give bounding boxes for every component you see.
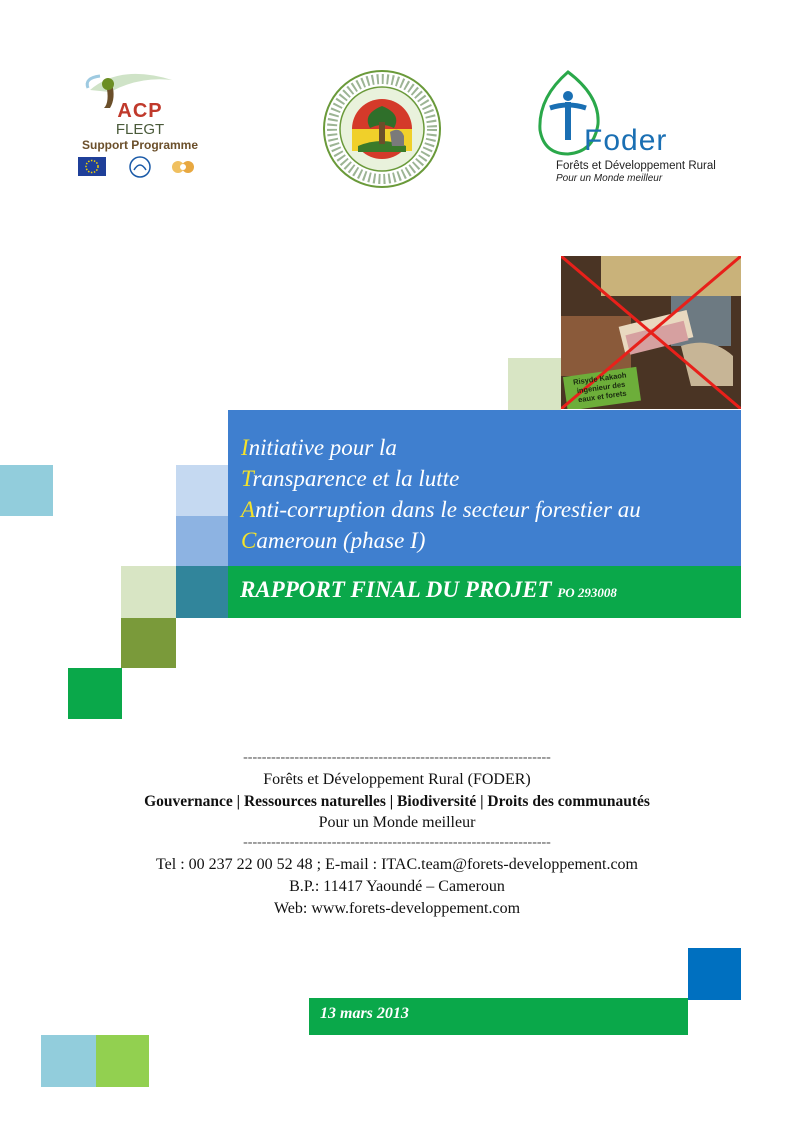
deco-square-mid-blue [176,516,228,566]
contact-line: Tel : 00 237 22 00 52 48 ; E-mail : ITAC.team@forets-developpement.com [156,856,638,873]
separator-top: ------------------------------------------------------------------ [243,750,551,765]
themes-line: Gouvernance | Ressources naturelles | Biodiversité | Droits des communautés [144,793,650,810]
photo-sign-text: Risyde Kakaoh ingenieur des eaux et forets [572,370,628,405]
report-po-number: PO 293008 [557,585,617,600]
deco-square-pale-green-top [508,358,561,410]
deco-square-pale-green [121,566,176,618]
foder-tagline: Pour un Monde meilleur [556,173,663,184]
anti-corruption-photo [561,256,741,409]
title-rest-1: nitiative pour la [248,435,397,460]
foder-logo [528,68,738,186]
title-line-1 [241,432,641,463]
report-bar [228,566,741,618]
deco-square-bright-blue [688,948,741,1000]
title-initial-2: T [241,466,253,491]
ministry-seal-icon [318,70,446,188]
motto-line: Pour un Monde meilleur [318,814,476,831]
deco-square-light-blue [176,465,228,516]
deco-square-teal [176,566,228,618]
title-initial-3: A [241,497,256,522]
title-block [228,410,741,566]
report-label: RAPPORT FINAL DU PROJET [240,577,552,602]
partner-badges-icon [78,156,208,178]
title-initial-4: C [241,528,257,553]
foder-wordmark: Foder [584,124,668,157]
ministry-seal-logo [318,70,446,188]
address-line: B.P.: 11417 Yaoundé – Cameroun [289,878,505,895]
web-line: Web: www.forets-developpement.com [273,900,521,917]
title-rest-2: ransparence et la lutte [252,466,460,491]
deco-square-green [68,668,122,719]
title-line-2 [241,463,641,494]
title-initial-1: I [241,435,249,460]
deco-square-lime-bottom [96,1035,149,1087]
title-line-4 [241,525,641,556]
org-name: Forêts et Développement Rural (FODER) [263,771,531,788]
title-line-3 [241,494,641,525]
deco-square-cyan-left [0,465,53,516]
support-programme-text: Support Programme [81,138,198,152]
deco-square-olive [121,618,176,668]
report-date: 13 mars 2013 [320,1005,409,1022]
date-bar [309,998,688,1035]
flegt-text: FLEGT [115,121,165,138]
foder-subtitle: Forêts et Développement Rural [556,160,716,172]
project-title [241,432,641,556]
deco-square-cyan-bottom [41,1035,96,1087]
title-rest-3: nti-corruption dans le secteur forestier au [255,497,641,522]
report-title [240,577,617,603]
acp-flegt-logo [70,68,210,183]
title-rest-4: ameroun (phase I) [256,528,426,553]
acp-text: ACP [117,100,163,122]
separator-bottom: ------------------------------------------------------------------ [243,835,551,850]
